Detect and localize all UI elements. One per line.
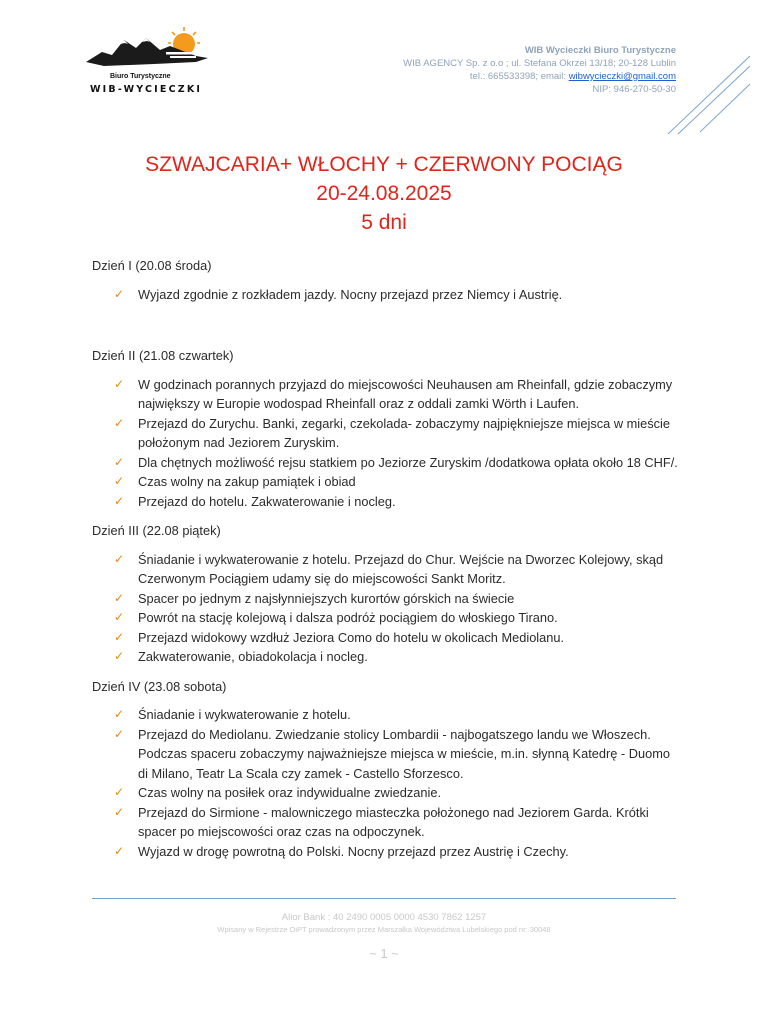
day-items: [92, 375, 682, 512]
trip-duration: 5 dni: [361, 211, 407, 234]
company-logo: [84, 24, 214, 102]
list-item: [92, 472, 682, 492]
item-text: W godzinach porannych przyjazd do miejscowości Neuhausen am Rheinfall, gdzie zobaczymy największy w Europie wodospad Rheinfall oraz z oddali zamki Wörth i Laufen.: [138, 376, 673, 411]
item-text: Wyjazd zgodnie z rozkładem jazdy. Nocny przejazd przez Niemcy i Austrię.: [138, 286, 563, 302]
page-number: ~ 1 ~: [369, 946, 399, 961]
checkmark-icon: ✓: [114, 551, 125, 566]
checkmark-icon: ✓: [114, 785, 125, 799]
item-text: Zakwaterowanie, obiadokolacja i nocleg.: [138, 649, 368, 664]
checkmark-icon: ✓: [114, 707, 125, 721]
day-items: [92, 705, 682, 861]
item-text: Przejazd do hotelu. Zakwaterowanie i nocleg.: [138, 493, 396, 509]
registry-note: Wpisany w Rejestrze OiPT prowadzonym przez Marszałka Województwa Lubelskiego pod nr: 30048: [217, 925, 551, 934]
day-section: [92, 256, 682, 304]
itinerary: [92, 256, 682, 871]
company-name: WIB Wycieczki Biuro Turystyczne: [524, 45, 676, 56]
checkmark-icon: ✓: [114, 649, 125, 663]
logo-brand-name: WIB-WYCIECZKI: [90, 84, 203, 95]
trip-dates: 20-24.08.2025: [316, 182, 452, 205]
day-heading: Dzień III (22.08 piątek): [92, 523, 221, 538]
list-item: [92, 285, 682, 305]
checkmark-icon: ✓: [114, 493, 125, 508]
contact-phone: tel.: 665533398; email:: [469, 71, 569, 82]
checkmark-icon: ✓: [114, 610, 125, 624]
list-item: [92, 550, 682, 589]
item-text: Przejazd widokowy wzdłuż Jeziora Como do hotelu w okolicach Mediolanu.: [138, 629, 565, 645]
checkmark-icon: ✓: [114, 590, 125, 605]
list-item: [92, 492, 682, 512]
list-item: [92, 705, 682, 725]
list-item: [92, 375, 682, 414]
item-text: Przejazd do Zurychu. Banki, zegarki, czekolada- zobaczymy najpiękniejsze miejsca w mieście położonym nad Jeziorem Zuryskim.: [138, 415, 671, 450]
checkmark-icon: ✓: [114, 415, 125, 430]
list-item: [92, 783, 682, 803]
list-item: [92, 842, 682, 862]
item-text: Czas wolny na zakup pamiątek i obiad: [138, 474, 356, 489]
list-item: [92, 589, 682, 609]
trip-title-name: SZWAJCARIA+ WŁOCHY + CZERWONY POCIĄG: [145, 153, 623, 176]
list-item: [92, 608, 682, 628]
item-text: Dla chętnych możliwość rejsu statkiem po Jeziorze Zuryskim /dodatkowa opłata około 18 CHF/.: [138, 454, 678, 470]
email-link[interactable]: wibwycieczki@gmail.com: [568, 71, 676, 82]
list-item: [92, 453, 682, 473]
day-section: [92, 677, 682, 862]
corner-decoration: [660, 54, 750, 144]
mountain-sun-logo-icon: [84, 24, 214, 74]
footer-divider: [92, 898, 676, 899]
checkmark-icon: ✓: [114, 843, 125, 858]
checkmark-icon: ✓: [114, 726, 125, 741]
list-item: [92, 414, 682, 453]
day-heading: Dzień II (21.08 czwartek): [92, 348, 234, 363]
item-text: Wyjazd w drogę powrotną do Polski. Nocny przejazd przez Austrię i Czechy.: [138, 843, 569, 859]
item-text: Czas wolny na posiłek oraz indywidualne zwiedzanie.: [138, 785, 442, 800]
day-section: [92, 521, 682, 667]
list-item: [92, 803, 682, 842]
item-text: Powrót na stację kolejową i dalsza podróż pociągiem do włoskiego Tirano.: [138, 610, 558, 625]
item-text: Śniadanie i wykwaterowanie z hotelu. Przejazd do Chur. Wejście na Dworzec Kolejowy, skąd Czerwonym Pociągiem udamy się do miejscowości Sankt Moritz.: [138, 551, 664, 586]
item-text: Spacer po jednym z najsłynniejszych kurortów górskich na świecie: [138, 590, 515, 606]
checkmark-icon: ✓: [114, 804, 125, 819]
day-heading: Dzień IV (23.08 sobota): [92, 678, 227, 694]
checkmark-icon: ✓: [114, 474, 125, 488]
bank-account: Alior Bank : 40 2490 0005 0000 4530 7862 1257: [281, 912, 487, 923]
list-item: [92, 628, 682, 648]
list-item: [92, 647, 682, 667]
item-text: Przejazd do Mediolanu. Zwiedzanie stolicy Lombardii - najbogatszego landu we Włoszech. Podczas spaceru zobaczymy najważniejsze miejsca w mieście, m.in. słynną Katedrę - Duomo di Milano, Teatr La Scala czy zamek - Castello Sforzesco.: [138, 726, 670, 781]
company-contact: [403, 70, 676, 83]
checkmark-icon: ✓: [114, 454, 125, 469]
trip-title: [0, 150, 768, 237]
checkmark-icon: ✓: [114, 629, 125, 644]
logo-tagline: Biuro Turystyczne: [110, 73, 171, 80]
checkmark-icon: ✓: [114, 286, 125, 301]
company-header: [403, 44, 676, 96]
list-item: [92, 725, 682, 784]
item-text: Śniadanie i wykwaterowanie z hotelu.: [138, 707, 351, 722]
company-nip: NIP: 946-270-50-30: [592, 84, 676, 95]
day-heading: Dzień I (20.08 środa): [92, 258, 212, 273]
company-address: WIB AGENCY Sp. z o.o ; ul. Stefana Okrzei 13/18; 20-128 Lublin: [403, 58, 676, 69]
day-items: [92, 550, 682, 667]
item-text: Przejazd do Sirmione - malowniczego miasteczka położonego nad Jeziorem Garda. Krótki spacer po miejscowości oraz czas na odpoczynek.: [138, 804, 649, 839]
day-section: [92, 346, 682, 511]
day-items: [92, 285, 682, 305]
footer: [0, 911, 768, 961]
checkmark-icon: ✓: [114, 376, 125, 391]
